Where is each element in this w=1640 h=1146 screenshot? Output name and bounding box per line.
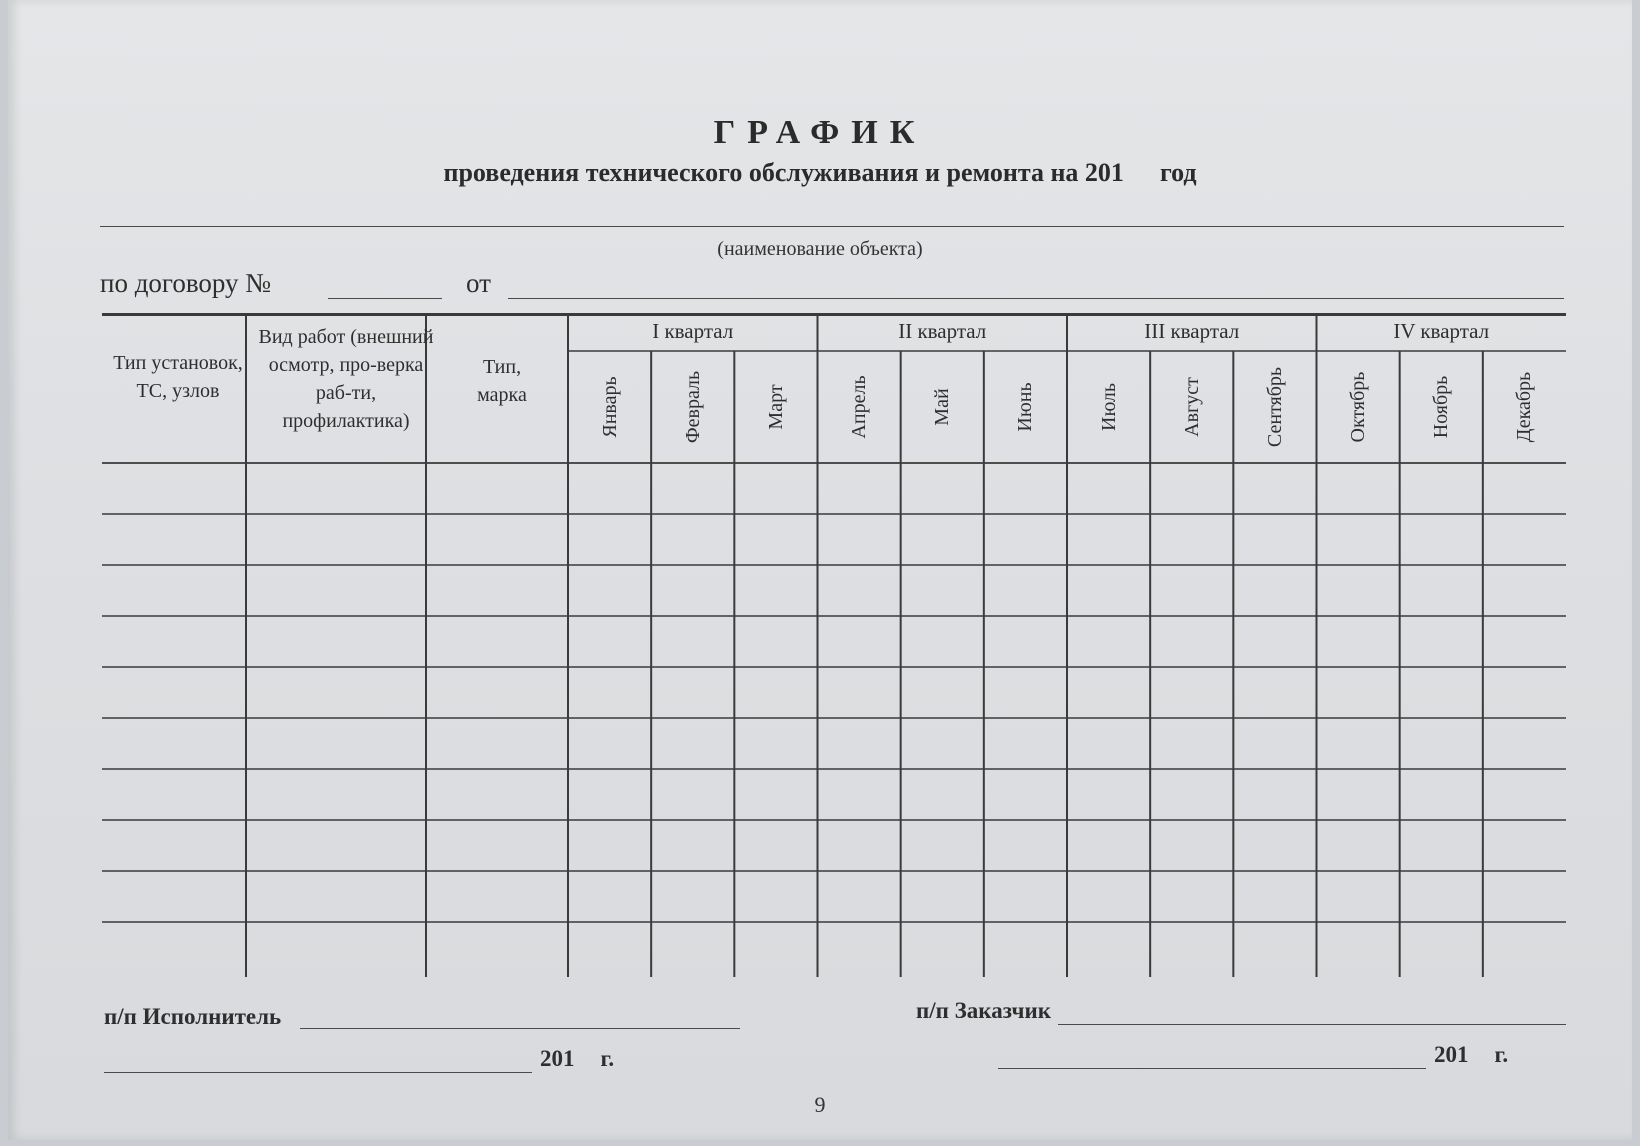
contract-date-line[interactable] — [508, 298, 1564, 299]
object-name-caption: (наименование объекта) — [717, 238, 923, 260]
month-label: Июль — [1097, 383, 1120, 431]
executor-date-year — [540, 1046, 614, 1072]
contract-from-label: от — [466, 268, 491, 298]
header-model: Тип, марка — [477, 356, 527, 406]
month-label: Август — [1180, 377, 1203, 437]
month-label: Декабрь — [1513, 371, 1536, 443]
header-work-kind: Вид работ (внешний осмотр, про-верка раб-ти, профилактика) — [258, 326, 434, 432]
executor-year-prefix: 201 — [540, 1046, 575, 1071]
subtitle-year-word: год — [1159, 158, 1197, 187]
page-subtitle — [0, 158, 1640, 188]
customer-year-suffix: г. — [1494, 1042, 1509, 1067]
customer-year-prefix: 201 — [1434, 1042, 1469, 1067]
page-number: 9 — [814, 1092, 826, 1117]
executor-date-line[interactable] — [104, 1072, 532, 1073]
page-title: ГРАФИК — [713, 114, 927, 151]
subtitle-text: проведения технического обслуживания и ремонта на 201 — [443, 158, 1124, 187]
month-label: Март — [764, 384, 787, 430]
customer-date-year — [1434, 1042, 1508, 1068]
quarter-label: I квартал — [652, 319, 734, 343]
month-label: Май — [931, 388, 954, 426]
executor-label: п/п Исполнитель — [104, 1004, 282, 1029]
contract-label: по договору № — [100, 268, 272, 298]
month-label: Ноябрь — [1430, 375, 1453, 439]
customer-label: п/п Заказчик — [916, 998, 1051, 1023]
month-label: Сентябрь — [1263, 366, 1286, 448]
month-label: Октябрь — [1347, 371, 1370, 443]
executor-year-suffix: г. — [600, 1046, 615, 1071]
quarter-label: II квартал — [898, 319, 987, 343]
customer-signature-line[interactable] — [1058, 1024, 1566, 1025]
header-type-units: Тип установок, ТС, узлов — [113, 352, 243, 402]
month-label: Июнь — [1014, 382, 1037, 432]
contract-number-line[interactable] — [328, 298, 442, 299]
month-label: Февраль — [681, 370, 704, 444]
schedule-table — [102, 313, 1566, 977]
quarter-label: IV квартал — [1393, 319, 1490, 343]
month-label: Январь — [598, 376, 621, 438]
customer-date-line[interactable] — [998, 1068, 1426, 1069]
executor-signature-line[interactable] — [300, 1028, 740, 1029]
month-label: Апрель — [848, 375, 871, 439]
quarter-label: III квартал — [1144, 319, 1240, 343]
object-name-line[interactable] — [100, 226, 1564, 227]
